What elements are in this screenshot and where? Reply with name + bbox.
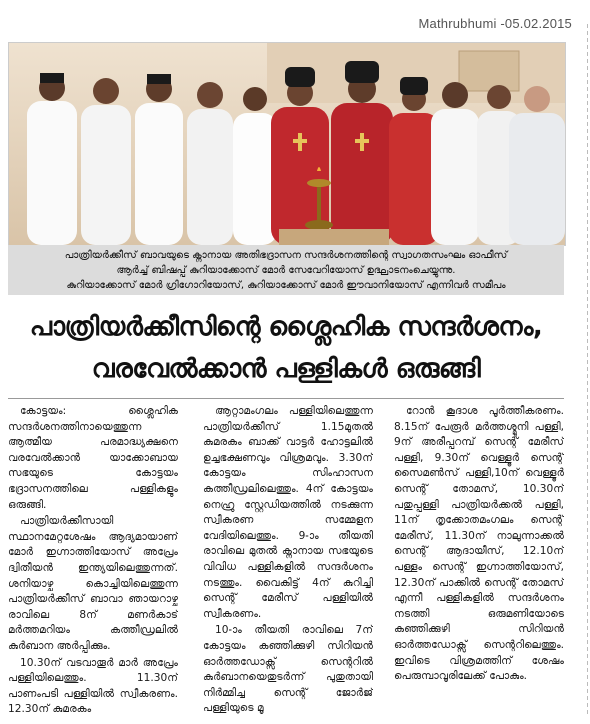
paragraph: കോട്ടയം: ശ്ലൈഹിക സന്ദർശനത്തിനായെത്തുന്ന ആത്മീയ പരമാദ്ധ്യക്ഷനെ വരവേൽക്കാൻ യാക്കോബായ സഭയുടെ കോട്ടയം ഭദ്രാസനത്തിലെ പള്ളികളും ഒരുങ്ങി. xyxy=(8,405,178,511)
article-column-3 xyxy=(394,404,564,722)
headline-line-1: പാത്രിയർക്കീസിന്റെ ശ്ലൈഹിക സന്ദർശനം, xyxy=(29,312,543,342)
news-photo xyxy=(8,42,566,246)
column-divider xyxy=(587,24,588,714)
article-column-1 xyxy=(8,404,178,722)
headline-rule xyxy=(8,398,564,399)
headline xyxy=(8,306,564,390)
masthead-date: Mathrubhumi -05.02.2015 xyxy=(418,16,572,31)
paragraph: റോൻ കൂദാശ പൂർത്തീകരണം. 8.15ന് പേരൂർ മർത്തശ്മൂനി പള്ളി, 9ന് അരീപ്പറമ്പ് സെന്റ് മേരീസ് പള്ളി, 9.30ന് വെള്ളൂർ സെന്റ് സൈമൺസ് പള്ളി,10ന് വെള്ളൂർ സെന്റ് തോമസ്, 10.30ന് പതുപ്പള്ളി പാത്രിയർക്കൽ പള്ളി, 11ന് തൃക്കോതമംഗലം സെന്റ് മേരീസ്, 11.30ന് നാലുന്നാക്കൽ സെന്റ് ആദായീസ്, 12.10ന് പള്ളം സെന്റ് ഇഗ്നാത്തിയോസ്, 12.30ന് പാക്കിൽ സെന്റ് തോമസ് എന്നീ പള്ളികളിൽ സന്ദർശനം നടത്തി ഒരുമണിയോടെ കഞ്ഞിക്കുഴി സിറിയൻ ഓർത്തഡോക്സ് സെന്ററിലെത്തും. ഇവിടെ വിശ്രമത്തിന് ശേഷം പെരുമ്പാവൂരിലേക്ക് പോകും. xyxy=(394,405,564,683)
caption-line-1: പാത്രിയർക്കീസ് ബാവയുടെ ക്നാനായ അതിഭദ്രാസന സന്ദർശനത്തിന്റെ സ്വാഗതസംഘം ഓഫീസ് xyxy=(64,250,508,261)
headline-line-2: വരവേൽക്കാൻ പള്ളികൾ ഒരുങ്ങി xyxy=(91,354,481,384)
photo-caption xyxy=(8,245,564,295)
article-column-2 xyxy=(203,404,373,722)
paragraph: 10.30ന് വടവാതൂർ മാർ അപ്രേം പള്ളിയിലെത്തും. 11.30ന് പാണംപടി പള്ളിയിൽ സ്വീകരണം. 12.30ന് കുമരകം xyxy=(8,656,178,716)
paragraph: ആറ്റാമംഗലം പള്ളിയിലെത്തുന്ന പാത്രിയർക്കീസ് 1.15മുതൽ കുമരകം ബാക്ക് വാട്ടർ ഹോട്ടലിൽ ഉച്ചഭക്ഷണവും വിശ്രമവും. 3.30ന് കോട്ടയം സിംഹാസന കത്തീഡ്രലിലെത്തും. 4ന് കോട്ടയം നെഹ്രു സ്റ്റേഡിയത്തിൽ നടക്കുന്ന സ്വീകരണ സമ്മേളന വേദിയിലെത്തും. 9-ാം തീയതി രാവിലെ മുതൽ ക്നാനായ സഭയുടെ വിവിധ പള്ളികളിൽ സന്ദർശനം നടത്തും. വൈകിട്ട് 4ന് കുറിച്ചി സെന്റ് മേരീസ് പള്ളിയിൽ സ്വീകരണം. xyxy=(203,405,373,620)
paragraph: പാത്രിയർക്കീസായി സ്ഥാനമേറ്റശേഷം ആദ്യമായാണ് മോർ ഇഗ്നാത്തിയോസ് അപ്രേം ദ്വിതീയൻ ഇന്ത്യയിലെത്തുന്നത്. ശനിയാഴ്ച കൊച്ചിയിലെത്തുന്ന പാത്രിയർക്കീസ് ബാവാ ഞായറാഴ്ച രാവിലെ 8ന് മണർകാട് മർത്തമറിയം കത്തീഡ്രലിൽ കുർബാന അർപ്പിക്കും. xyxy=(8,515,178,652)
paragraph: 10-ാം തീയതി രാവിലെ 7ന് കോട്ടയം കഞ്ഞിക്കുഴി സിറിയൻ ഓർത്തഡോക്സ് സെന്ററിൽ കുർബാനയെതുടർന്ന് പുതുതായി നിർമ്മിച്ച സെന്റ് ജോർജ് പള്ളിയുടെ മൂ xyxy=(203,624,373,715)
caption-line-2: ആർച്ച് ബിഷപ്പ് കുറിയാക്കോസ് മോർ സേവേറിയോസ് ഉദ്ഘാടനംചെയ്യുന്നു. xyxy=(116,265,456,276)
caption-line-3: കുറിയാക്കോസ് മോർ ഗ്രിഗോറിയോസ്, കുറിയാക്കോസ് മോർ ഈവാനിയോസ് എന്നിവർ സമീപം xyxy=(66,280,506,291)
